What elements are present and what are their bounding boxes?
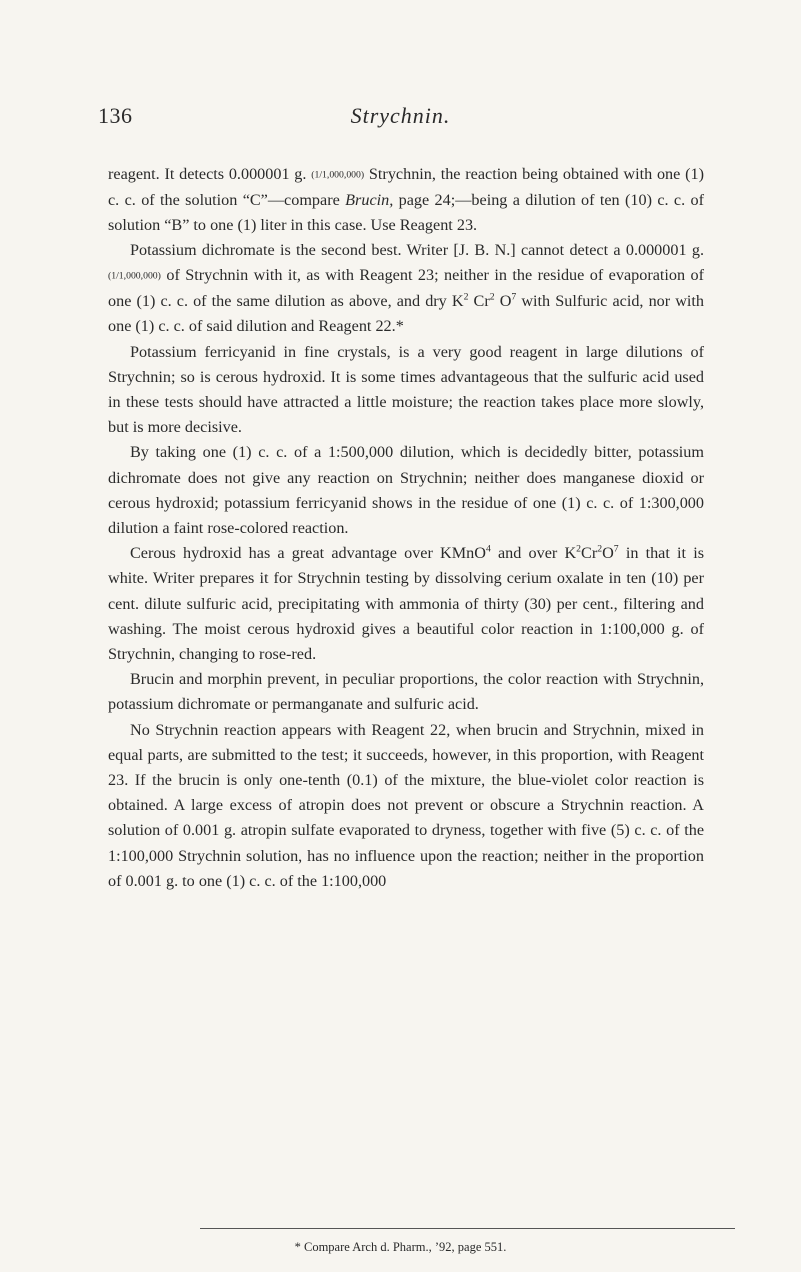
running-head: Strychnin. <box>350 103 451 128</box>
page-number: 136 <box>98 103 133 128</box>
fraction: (1/1,000,000) <box>311 169 365 181</box>
fraction: (1/1,000,000) <box>108 270 161 282</box>
paragraph-1: reagent. It detects 0.000001 g. (1/1,000,000) Strychnin, the reaction being obtained with one (1) c. c. of the solution “C”—compare Brucin, page 24;—being a dilution of ten (10) c. c. of solution “B” to one (1) liter in this case. Use Reagent 23. <box>108 165 705 234</box>
paragraph-5: Cerous hydroxid has a great advantage over KMnO$^4$ and over $K^2Cr^2O^7$ in that it is white. Writer prepares it for Strychnin testing by dissolving cerium oxalate in ten (10) per cent. dilute sulfuric acid, precipitating with ammonia of thirty (30) per cent., filtering and washing. The moist cerous hydroxid gives a beautiful color reaction in 1:100,000 g. of Strychnin, changing to rose-red. <box>108 543 705 663</box>
paragraph-3: Potassium ferricyanid in fine crystals, is a very good reagent in large dilutions of Strychnin; so is cerous hydroxid. It is some times advantageous that the sulfuric acid used in these tests should have attracted a little moisture; the reaction takes place more slowly, but is more decisive. <box>108 342 704 437</box>
paragraph-7: No Strychnin reaction appears with Reagent 22, when brucin and Strychnin, mixed in equal parts, are submitted to the test; it succeeds, however, in this proportion, with Reagent 23. If the brucin is only one-tenth (0.1) of the mixture, the blue-violet color reaction is obtained. A large excess of atropin does not prevent or obscure a Strychnin reaction. A solution of 0.001 g. atropin sulfate evaporated to dryness, together with five (5) c. c. of the 1:100,000 Strychnin solution, has no influence upon the reaction; neither in the proportion of 0.001 g. to one (1) c. c. of the 1:100,000 <box>108 720 704 890</box>
footnote: * Compare Arch d. Pharm., ’92, page 551. <box>294 1240 507 1254</box>
italic-term: Brucin, <box>345 190 394 209</box>
paragraph-4: By taking one (1) c. c. of a 1:500,000 dilution, which is decidedly bitter, potassium dichromate does not give any reaction on Strychnin; neither does manganese dioxid or cerous hydroxid; potassium ferricyanid shows in the residue of one (1) c. c. of 1:300,000 dilution a faint rose-colored reaction. <box>108 443 704 537</box>
body-text <box>108 162 704 894</box>
footnote-rule <box>200 1228 735 1229</box>
paragraph-6: Brucin and morphin prevent, in peculiar proportions, the color reaction with Strychnin, potassium dichromate or permanganate and sulfuric acid. <box>108 670 704 714</box>
paragraph-2: Potassium dichromate is the second best. Writer [J. B. N.] cannot detect a 0.000001 g. (1/1,000,000) of Strychnin with it, as with Reagent 23; neither in the residue of evaporation of one (1) c. c. of the same dilution as above, and dry $K^2$ Cr$^2$ $O^7$ with Sulfuric acid, nor with one (1) c. c. of said dilution and Reagent 22.* <box>108 241 705 336</box>
